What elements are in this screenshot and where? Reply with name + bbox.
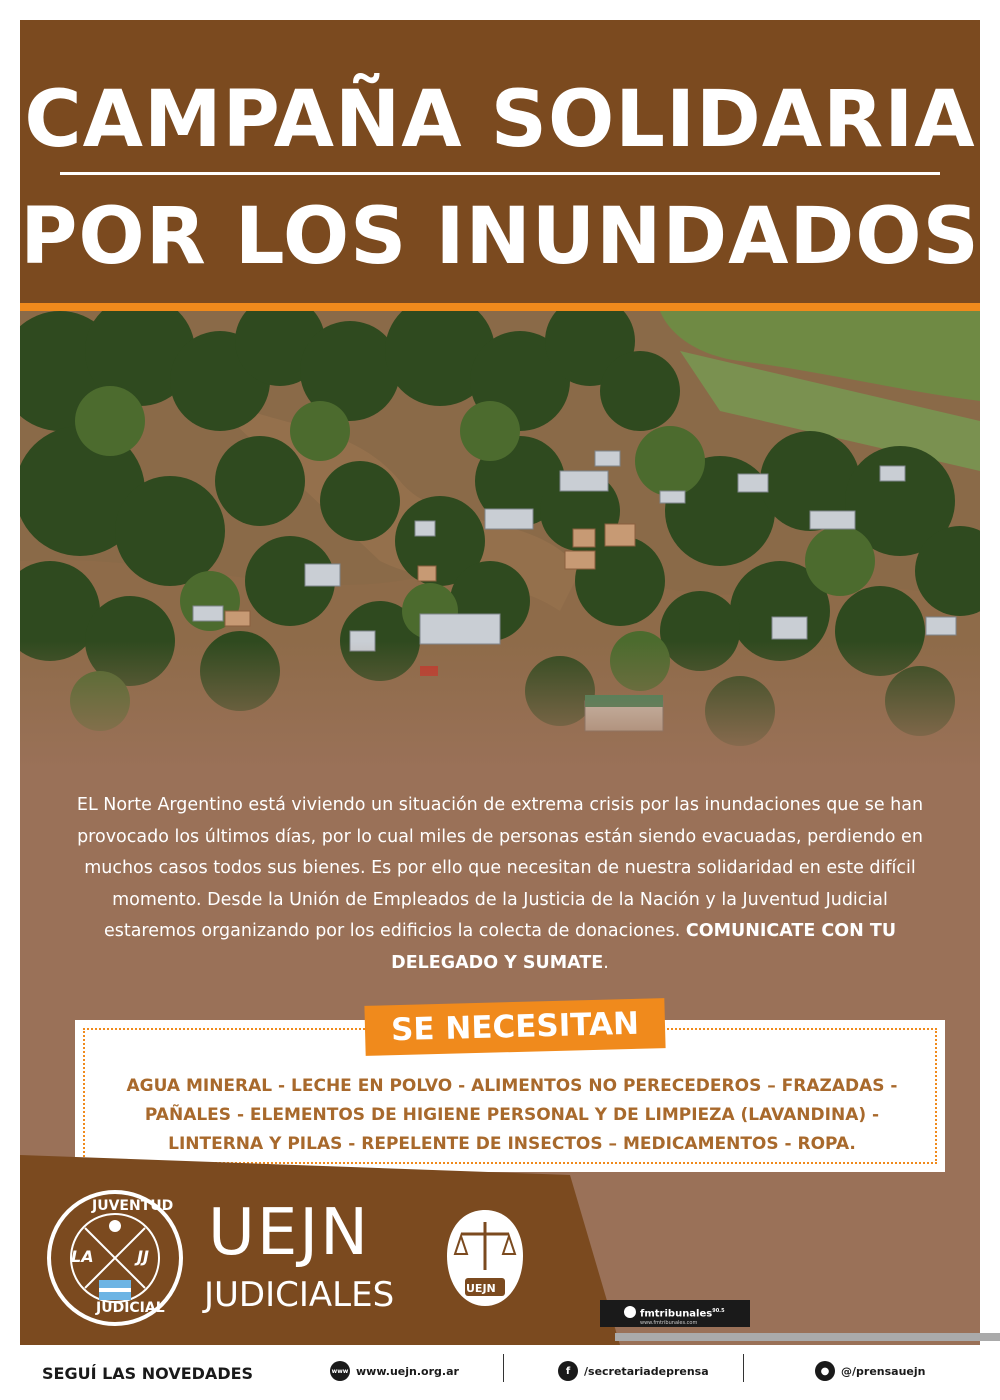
twitter-link[interactable] xyxy=(815,1360,925,1382)
needs-list xyxy=(85,1072,939,1159)
radio-icon xyxy=(624,1306,636,1318)
twitter-text: @/prensauejn xyxy=(841,1364,926,1378)
flooded-village-photo xyxy=(20,311,980,770)
divider-1 xyxy=(503,1354,504,1382)
call-to-action-end: . xyxy=(603,952,609,973)
call-to-action: COMUNICATE CON TU DELEGADO Y SUMATE xyxy=(391,921,897,973)
twitter-bird-icon: ● xyxy=(815,1361,835,1381)
header-panel xyxy=(20,20,980,303)
needs-line-2: PAÑALES - ELEMENTOS DE HIGIENE PERSONAL Y DE LIMPIEZA (LAVANDINA) - xyxy=(144,1105,880,1125)
description-paragraph: EL Norte Argentino está viviendo un situación de extrema crisis por las inundaciones que se han provocado los últimos días, por lo cual miles de personas están siendo evacuadas, perdiendo en muchos casos todos sus bienes. Es por ello que necesitan de nuestra solidaridad en este difícil momento. Desde la Unión de Empleados de la Justicia de la Nación y la Juventud Judicial estaremos organizando por los edificios la colecta de donaciones. xyxy=(76,795,924,941)
globe-icon: www xyxy=(330,1361,350,1381)
badge-text-right: JJ xyxy=(137,1247,149,1266)
facebook-text: /secretariadeprensa xyxy=(584,1364,709,1378)
org-title: UEJN xyxy=(208,1196,371,1270)
website-text: www.uejn.org.ar xyxy=(356,1364,459,1378)
facebook-link[interactable] xyxy=(558,1360,709,1382)
badge-text-left: LA xyxy=(71,1247,94,1266)
radio-name: fmtribunales$^{90.5}$ xyxy=(640,1308,725,1320)
needs-box xyxy=(75,1005,945,1172)
footer-grey-strip xyxy=(615,1333,1000,1341)
needs-tag: SE NECESITAN xyxy=(364,998,665,1056)
badge-text-bottom: JUDICIAL xyxy=(96,1300,165,1316)
website-link[interactable] xyxy=(330,1360,459,1382)
seal-label: UEJN xyxy=(466,1282,496,1295)
needs-line-3: LINTERNA Y PILAS - REPELENTE DE INSECTOS – MEDICAMENTOS - ROPA. xyxy=(168,1134,856,1154)
poster xyxy=(20,20,980,1345)
follow-label: SEGUÍ LAS NOVEDADES xyxy=(42,1364,254,1383)
title-line-1: CAMPAÑA SOLIDARIA xyxy=(24,75,976,165)
title-line-2: POR LOS INUNDADOS xyxy=(20,192,980,282)
badge-text-top: JUVENTUD xyxy=(92,1198,174,1214)
org-subtitle: JUDICIALES xyxy=(204,1275,395,1315)
needs-line-1: AGUA MINERAL - LECHE EN POLVO - ALIMENTOS NO PERECEDEROS – FRAZADAS - xyxy=(126,1076,898,1096)
divider-2 xyxy=(743,1354,744,1382)
campaign-description xyxy=(65,790,935,979)
facebook-icon: f xyxy=(558,1361,578,1381)
accent-bar xyxy=(20,303,980,311)
title-divider xyxy=(60,172,940,175)
radio-url: www.fmtribunales.com xyxy=(640,1320,698,1326)
